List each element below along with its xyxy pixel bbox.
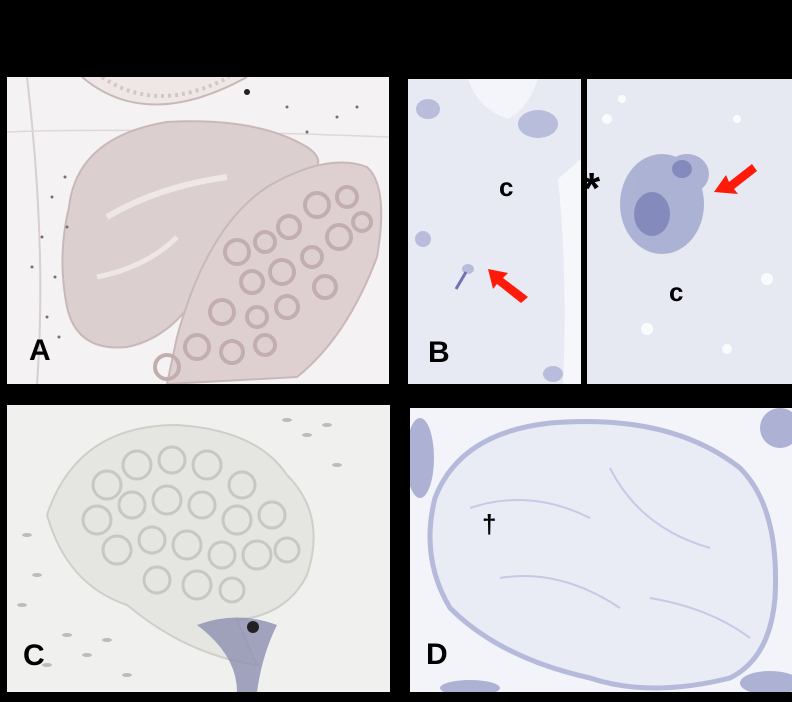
panel-b-label: B [428,336,450,369]
panel-b-cytoplasm-marker-left: c [499,172,514,202]
panel-c-image [7,405,390,692]
panel-a-image [7,77,389,384]
panel-a-label: A [29,334,51,367]
panel-d-image [410,408,792,692]
panel-c-micrograph [7,405,390,692]
panel-a-micrograph [7,77,389,384]
panel-b-right-image [587,79,792,384]
panel-d-micrograph [410,408,792,692]
panel-c-label: C [23,639,45,672]
panel-d-label: D [426,638,448,671]
panel-b-right-micrograph [587,79,792,384]
panel-d-dagger-marker: † [482,509,497,539]
panel-b-asterisk-marker: * [583,164,601,213]
panel-b-left-micrograph [408,79,581,384]
panel-b-cytoplasm-marker-right: c [669,277,684,307]
panel-b-red-arrow-right [712,162,758,196]
panel-b-red-arrow-left [486,267,530,305]
